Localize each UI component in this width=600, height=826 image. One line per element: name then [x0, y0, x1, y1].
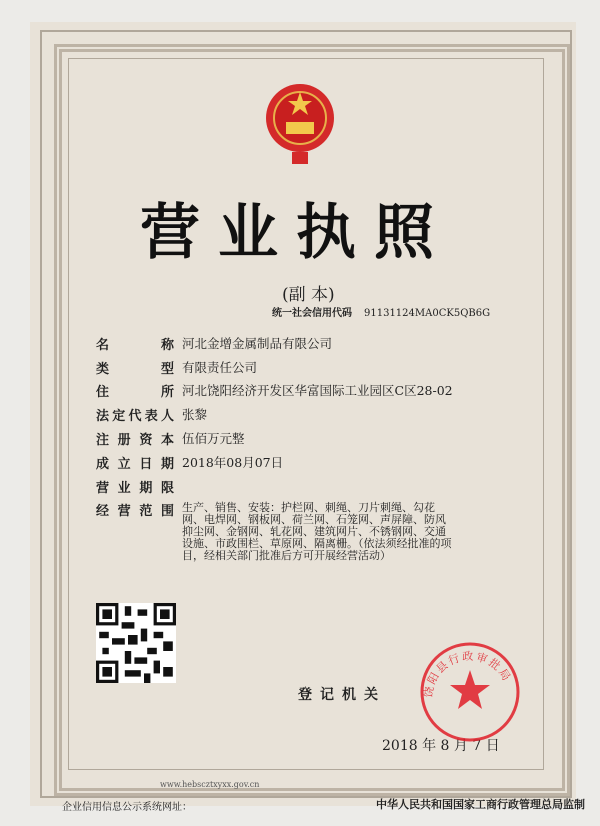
field-label: 成立日期: [96, 457, 174, 472]
field-label: 类型: [96, 362, 174, 377]
footer-url[interactable]: www.hebscztxyxx.gov.cn: [160, 780, 260, 789]
field-legal-rep: [96, 405, 207, 424]
field-label: 法定代表人: [96, 409, 174, 424]
registration-authority-label: 登记机关: [298, 687, 386, 703]
field-value: 2018年08月07日: [182, 455, 284, 470]
field-value: 伍佰万元整: [182, 431, 245, 446]
field-type: [96, 358, 257, 377]
field-label: 营业期限: [96, 481, 174, 496]
footer-right: 中华人民共和国国家工商行政管理总局监制: [376, 798, 585, 811]
field-value: 张黎: [182, 407, 208, 422]
field-term: [96, 477, 182, 496]
credit-code-value: 91131124MA0CK5QB6G: [364, 308, 491, 319]
official-seal: [418, 640, 522, 744]
qr-code-icon[interactable]: [96, 603, 176, 683]
footer-left: 企业信用信息公示系统网址：: [62, 802, 192, 813]
field-value: 生产、销售、安装：护栏网、刺绳、刀片刺绳、勾花网、电焊网、钢板网、荷兰网、石笼网、声屏障、防风抑尘网、金钢网、轧花网、建筑网片、不锈钢网、交通设施、市政围栏、草原网、隔离栅。（依法须经批准的项目，经相关部门批准后方可开展经营活动）: [182, 501, 452, 562]
field-label: 注册资本: [96, 433, 174, 448]
national-emblem-icon: [262, 78, 338, 168]
field-value: 有限责任公司: [182, 360, 258, 375]
issue-date: 2018 年 8 月 7 日: [382, 738, 500, 754]
field-name: [96, 334, 332, 353]
copy-subtitle: (副 本): [282, 285, 335, 305]
field-capital: [96, 429, 245, 448]
seal-text: 饶阳县行政审批局: [421, 649, 514, 699]
field-label: 名称: [96, 338, 174, 353]
field-value: 河北金增金属制品有限公司: [182, 336, 333, 351]
field-scope: [96, 500, 452, 562]
field-label: 住所: [96, 385, 174, 400]
field-established: [96, 453, 283, 472]
field-value: 河北饶阳经济开发区华富国际工业园区C区28-02: [182, 383, 453, 398]
credit-code-label: 统一社会信用代码: [272, 308, 352, 319]
credit-code-line: [272, 304, 490, 319]
field-label: 经营范围: [96, 504, 174, 519]
field-address: [96, 381, 453, 400]
document-title: 营业执照: [140, 198, 452, 268]
